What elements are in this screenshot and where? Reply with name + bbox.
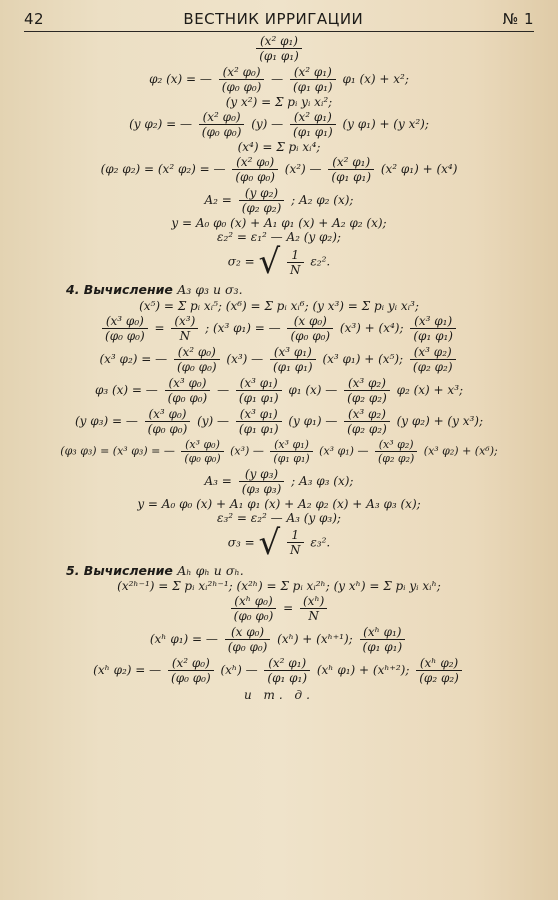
fraction: $\frac{\text{(x³ φ₂)}}{\text{(φ₂ φ₂)}}$ [375, 438, 417, 465]
formula-phi2: φ₂ (x) = — $\frac{\text{(x² φ₀)}}{\text{(φ₀ φ₀)}}$ — $\frac{\text{(x² φ₁)}}{\text{(φ₁ φ₁)}}$ φ₁ (x) + x²; [149, 65, 409, 94]
fraction: $\frac{\text{(x³ φ₂)}}{\text{(φ₂ φ₂)}}$ [344, 407, 390, 436]
formula-sigma3: σ₃ = √ $\frac{1}{N}$ ε₃². [227, 522, 331, 563]
fraction: $\frac{\text{(y φ₂)}}{\text{(φ₂ φ₂)}}$ [239, 186, 285, 215]
fraction: $\frac{\text{(x² φ₀)}}{\text{(φ₀ φ₀)}}$ [174, 345, 220, 374]
formula-x3-phi2: (x³ φ₂) = — $\frac{\text{(x² φ₀)}}{\text{(φ₀ φ₀)}}$ (x³) — $\frac{\text{(x³ φ₁)}}{\text{(φ₁ φ₁)}}$ (x³ φ₁) + (x⁵); $\frac{\text{(x³ φ₂)}}{\text{(φ₂ φ₂)}}$ [24, 345, 534, 374]
formula-y-phi3: (y φ₃) = — $\frac{\text{(x³ φ₀)}}{\text{(φ₀ φ₀)}}$ (y) — $\frac{\text{(x³ φ₁)}}{\text{(φ₁ φ₁)}}$ (y φ₁) — $\frac{\text{(x³ φ₂)}}{\text{(φ₂ φ₂)}}$ (y φ₂) + (y x³); [74, 406, 484, 436]
fraction: $\frac{1}{N}$ [287, 248, 304, 277]
fraction: $\frac{\text{(x² φ₁)}}{\text{(φ₁ φ₁)}}$ [328, 155, 374, 184]
formula-line: ε₃² = ε₂² — A₃ (y φ₃); [217, 510, 341, 525]
fraction: $\frac{\text{(x² φ₀)}}{\text{(φ₀ φ₀)}}$ [199, 110, 245, 139]
fraction: $\frac{\text{(x³ φ₀)}}{\text{(φ₀ φ₀)}}$ [102, 314, 148, 343]
formula-xh-phi0: $\frac{\text{(xʰ φ₀)}}{\text{(φ₀ φ₀)}}$ = $\frac{\text{(xʰ)}}{N}$ [24, 594, 534, 623]
formula-line: (y x²) = Σ pᵢ yᵢ xᵢ²; [225, 95, 333, 109]
fraction: $\frac{\text{(x³ φ₀)}}{\text{(φ₀ φ₀)}}$ [165, 376, 211, 405]
fraction: $\frac{\text{(x³)}}{N}$ [171, 314, 198, 343]
formula-xh-phi2: (xʰ φ₂) = — $\frac{\text{(x² φ₀)}}{\text{(φ₀ φ₀)}}$ (xʰ) — $\frac{\text{(x² φ₁)}}{\text{(φ₁ φ₁)}}$ (xʰ φ₁) + (xʰ⁺²); $\frac{\text{(xʰ φ₂)}}{\text{(φ₂ φ₂)}}$ [24, 656, 534, 685]
fraction: $\frac{\text{(x φ₀)}}{\text{(φ₀ φ₀)}}$ [225, 625, 271, 654]
fraction: $\frac{\text{(x² φ₁)}}{\text{(φ₁ φ₁)}}$ [264, 656, 310, 685]
formula-line: y = A₀ φ₀ (x) + A₁ φ₁ (x) + A₂ φ₂ (x); [171, 216, 387, 230]
fraction: $\frac{\text{(xʰ φ₀)}}{\text{(φ₀ φ₀)}}$ [231, 594, 277, 623]
fraction: $\frac{\text{(x³ φ₁)}}{\text{(φ₁ φ₁)}}$ [236, 407, 282, 436]
sqrt-icon: √ [258, 522, 281, 563]
fraction: $\frac{\text{(x³ φ₂)}}{\text{(φ₂ φ₂)}}$ [344, 376, 390, 405]
formula-line: (x²ʰ⁻¹) = Σ pᵢ xᵢ²ʰ⁻¹; (x²ʰ) = Σ pᵢ xᵢ²ʰ; (y xʰ) = Σ pᵢ yᵢ xᵢʰ; [117, 579, 441, 593]
fraction: $\frac{\text{(x³ φ₂)}}{\text{(φ₂ φ₂)}}$ [410, 345, 456, 374]
fraction: $\frac{\text{(x³ φ₁)}}{\text{(φ₁ φ₁)}}$ [236, 376, 282, 405]
formula-sigma2: σ₂ = √ $\frac{1}{N}$ ε₂². [227, 242, 331, 282]
running-header [24, 8, 534, 32]
formula-a2: A₂ = $\frac{\text{(y φ₂)}}{\text{(φ₂ φ₂)}}$ ; A₂ φ₂ (x); [204, 186, 354, 215]
formula-phi3-phi3: (φ₃ φ₃) = (x³ φ₃) = — $\frac{\text{(x³ φ₀)}}{\text{(φ₀ φ₀)}}$ (x³) — $\frac{\text{(x³ φ₁)}}{\text{(φ₁ φ₁)}}$ (x³ φ₁) — $\frac{\text{(x³ φ₂)}}{\text{(φ₂ φ₂)}}$ (x³ φ₂) + (x⁶); [60, 437, 498, 465]
formula-a3: A₃ = $\frac{\text{(y φ₃)}}{\text{(φ₃ φ₃)}}$ ; A₃ φ₃ (x); [204, 466, 354, 496]
continuation-note: и т. д. [244, 688, 314, 702]
formula-line: ε₂² = ε₁² — A₂ (y φ₂); [217, 230, 341, 244]
formula-y-phi2: (y φ₂) = — $\frac{\text{(x² φ₀)}}{\text{(φ₀ φ₀)}}$ (y) — $\frac{\text{(x² φ₁)}}{\text{(φ₁ φ₁)}}$ (y φ₁) + (y x²); [129, 110, 429, 139]
journal-title: ВЕСТНИК ИРРИГАЦИИ [183, 10, 364, 28]
fraction: $\frac{\text{(xʰ)}}{N}$ [300, 594, 327, 623]
sqrt-icon: √ [258, 242, 281, 282]
fraction: $\frac{1}{N}$ [287, 528, 304, 557]
fraction: $\frac{\text{(x² φ₀)}}{\text{(φ₀ φ₀)}}$ [219, 65, 265, 94]
fraction: $\frac{\text{(y φ₃)}}{\text{(φ₃ φ₃)}}$ [239, 467, 285, 496]
fraction: $\frac{\text{(x φ₀)}}{\text{(φ₀ φ₀)}}$ [287, 314, 333, 343]
section-heading-4: 4. Вычисление A₃ φ₃ и σ₃. [66, 282, 243, 297]
page-number: 42 [24, 10, 45, 28]
fraction: $\frac{\text{(x² φ₁)}}{\text{(φ₁ φ₁)}}$ [290, 110, 336, 139]
fraction: $\frac{\text{(x³ φ₀)}}{\text{(φ₀ φ₀)}}$ [181, 438, 223, 465]
fraction: $\frac{\text{(x³ φ₁)}}{\text{(φ₁ φ₁)}}$ [270, 345, 316, 374]
fraction: $\frac{\text{(x² φ₁)}}{\text{(φ₁ φ₁)}}$ [290, 65, 336, 94]
formula-xh-phi1: (xʰ φ₁) = — $\frac{\text{(x φ₀)}}{\text{(φ₀ φ₀)}}$ (xʰ) + (xʰ⁺¹); $\frac{\text{(xʰ φ₁)}}{\text{(φ₁ φ₁)}}$ [24, 625, 534, 654]
formula-body [24, 34, 534, 701]
fraction: $\frac{\text{(x³ φ₁)}}{\text{(φ₁ φ₁)}}$ [410, 314, 456, 343]
formula-phi3: φ₃ (x) = — $\frac{\text{(x³ φ₀)}}{\text{(φ₀ φ₀)}}$ — $\frac{\text{(x³ φ₁)}}{\text{(φ₁ φ₁)}}$ φ₁ (x) — $\frac{\text{(x³ φ₂)}}{\text{(φ₂ φ₂)}}$ φ₂ (x) + x³; [94, 375, 464, 405]
fraction: $\frac{\text{(xʰ φ₂)}}{\text{(φ₂ φ₂)}}$ [416, 656, 462, 685]
fraction: $\frac{\text{(x³ φ₁)}}{\text{(φ₁ φ₁)}}$ [270, 438, 312, 465]
formula-line [24, 34, 534, 63]
fraction: $\frac{\text{(x² φ₀)}}{\text{(φ₀ φ₀)}}$ [168, 656, 214, 685]
section-heading-5: 5. Вычисление Aₕ φₕ и σₕ. [66, 562, 244, 578]
formula-line: y = A₀ φ₀ (x) + A₁ φ₁ (x) + A₂ φ₂ (x) + A₃ φ₃ (x); [137, 496, 421, 511]
formula-phi2-phi2: (φ₂ φ₂) = (x² φ₂) = — $\frac{\text{(x² φ₀)}}{\text{(φ₀ φ₀)}}$ (x²) — $\frac{\text{(x² φ₁)}}{\text{(φ₁ φ₁)}}$ (x² φ₁) + (x⁴) [100, 155, 458, 184]
formula-line: (x⁵) = Σ pᵢ xᵢ⁵; (x⁶) = Σ pᵢ xᵢ⁶; (y x³) = Σ pᵢ yᵢ xᵢ³; [139, 298, 419, 313]
fraction: $\frac{\text{(x³ φ₀)}}{\text{(φ₀ φ₀)}}$ [145, 407, 191, 436]
fraction: $\frac{\text{(xʰ φ₁)}}{\text{(φ₁ φ₁)}}$ [360, 625, 406, 654]
fraction: $\frac{\text{(x² φ₀)}}{\text{(φ₀ φ₀)}}$ [232, 155, 278, 184]
formula-x3-phi: $\frac{\text{(x³ φ₀)}}{\text{(φ₀ φ₀)}}$ = $\frac{\text{(x³)}}{N}$ ; (x³ φ₁) = — $\frac{\text{(x φ₀)}}{\text{(φ₀ φ₀)}}$ (x³) + (x⁴); $\frac{\text{(x³ φ₁)}}{\text{(φ₁ φ₁)}}$ [24, 314, 534, 343]
fraction: $\frac{\text{(x² φ₁)}}{\text{(φ₁ φ₁)}}$ [256, 34, 302, 63]
formula-line: (x⁴) = Σ pᵢ xᵢ⁴; [237, 140, 321, 154]
issue-number: № 1 [502, 10, 534, 28]
